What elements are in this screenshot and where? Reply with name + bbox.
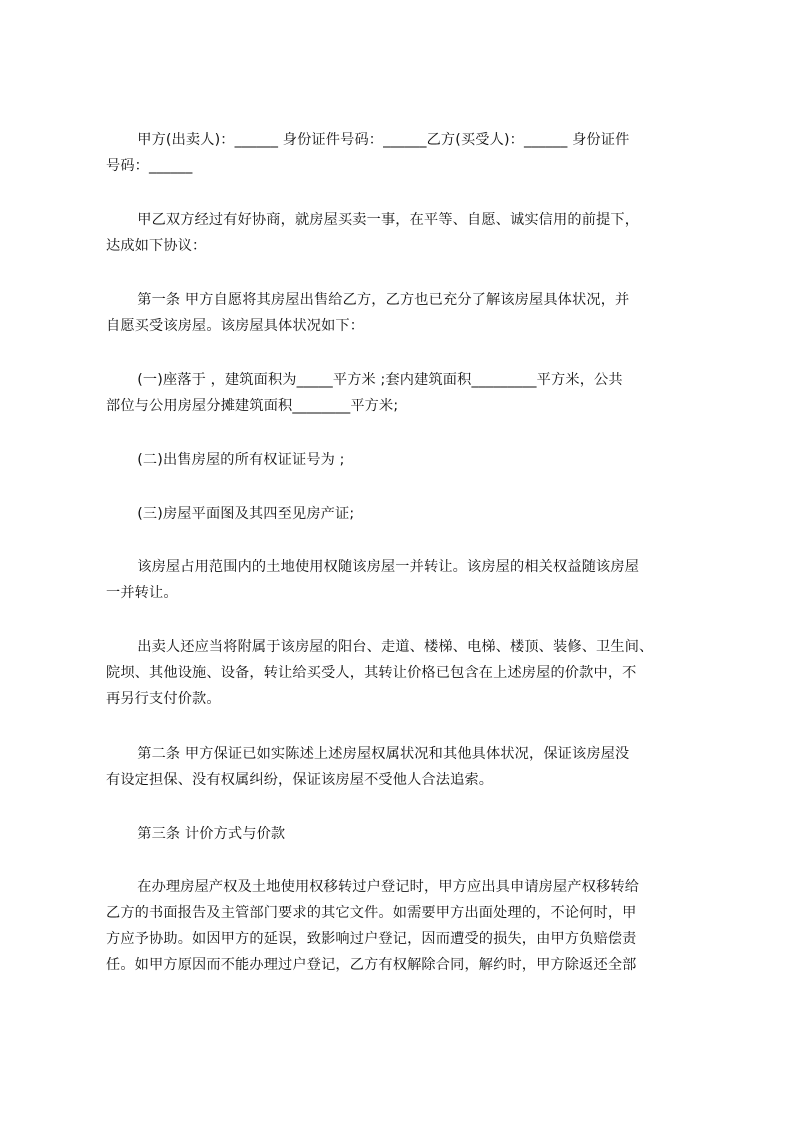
text-line: 自愿买受该房屋。该房屋具体状况如下： (106, 318, 365, 334)
text-line: 方应予协助。如因甲方的延误，致影响过户登记，因而遭受的损失，由甲方负赔偿责 (106, 931, 637, 947)
text-line: (一)座落于 ，建筑面积为_____平方米 ;套内建筑面积_________平方米，公共 (137, 372, 623, 388)
text-line: 甲方(出卖人)：______ 身份证件号码：______乙方(买受人)：______ 身份证件 (137, 132, 630, 148)
paragraph-fixtures (106, 634, 700, 712)
paragraph-article-2 (106, 741, 700, 793)
paragraph-land-use (106, 554, 700, 606)
text-line: 出卖人还应当将附属于该房屋的阳台、走道、楼梯、电梯、楼顶、装修、卫生间、 (137, 639, 654, 655)
text-line: 第二条 甲方保证已如实陈述上述房屋权属状况和其他具体状况，保证该房屋没 (137, 746, 630, 762)
paragraph-parties (106, 127, 700, 179)
paragraph-item-1 (106, 367, 700, 419)
paragraph-item-2 (106, 447, 700, 473)
text-line: 在办理房屋产权及土地使用权移转过户登记时，甲方应出具申请房屋产权移转给 (137, 879, 640, 895)
text-line: 有设定担保、没有权属纠纷，保证该房屋不受他人合法追索。 (106, 772, 494, 788)
text-line: 第三条 计价方式与价款 (137, 826, 286, 842)
text-line: (三)房屋平面图及其四至见房产证; (137, 506, 355, 522)
text-line: 达成如下协议： (106, 238, 207, 254)
text-line: (二)出售房屋的所有权证证号为 ; (137, 452, 345, 468)
text-line: 再另行支付价款。 (106, 691, 221, 707)
paragraph-article-3 (106, 821, 700, 847)
text-line: 号码：______ (106, 158, 193, 174)
paragraph-item-3 (106, 501, 700, 527)
paragraph-preamble (106, 207, 700, 259)
text-line: 第一条 甲方自愿将其房屋出售给乙方，乙方也已充分了解该房屋具体状况，并 (137, 292, 630, 308)
text-line: 部位与公用房屋分摊建筑面积________平方米; (106, 398, 399, 414)
text-line: 乙方的书面报告及主管部门要求的其它文件。如需要甲方出面处理的，不论何时，甲 (106, 905, 637, 921)
text-line: 院坝、其他设施、设备，转让给买受人，其转让价格已包含在上述房屋的价款中，不 (106, 665, 637, 681)
text-line: 任。如甲方原因而不能办理过户登记，乙方有权解除合同，解约时，甲方除返还全部 (106, 957, 637, 973)
text-line: 甲乙双方经过有好协商，就房屋买卖一事，在平等、自愿、诚实信用的前提下， (137, 212, 640, 228)
paragraph-transfer-registration (106, 874, 700, 978)
text-line: 该房屋占用范围内的土地使用权随该房屋一并转让。该房屋的相关权益随该房屋 (137, 559, 640, 575)
text-line: 一并转让。 (106, 585, 178, 601)
paragraph-article-1 (106, 287, 700, 339)
